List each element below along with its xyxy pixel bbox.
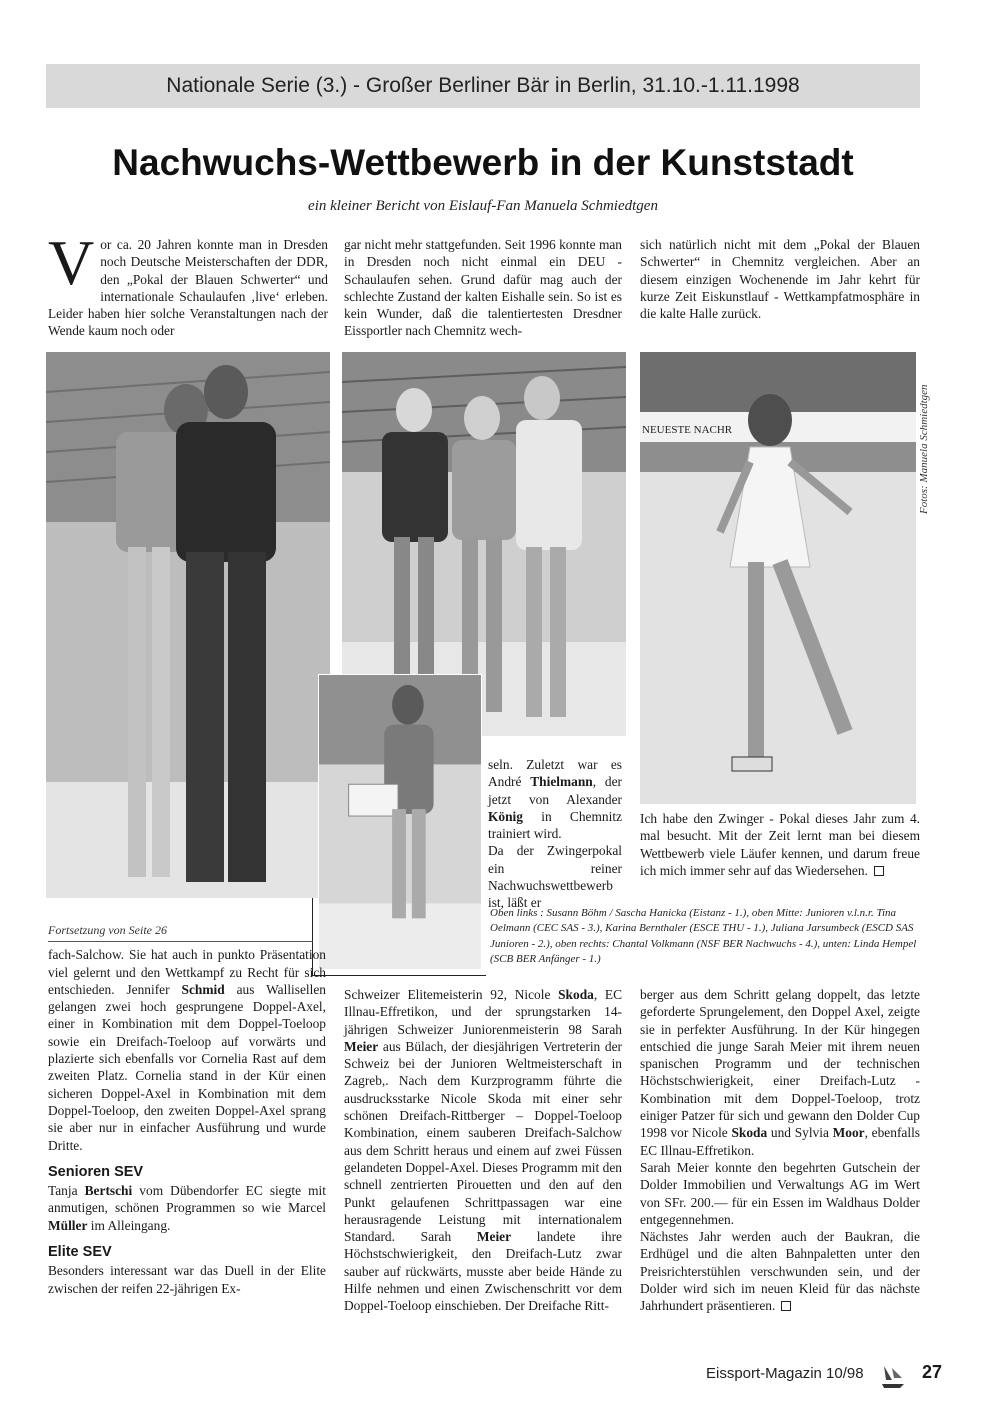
article-byline: ein kleiner Bericht von Eislauf-Fan Manuela Schmiedtgen [308, 198, 658, 214]
photo-credit: Fotos: Manuela Schmiedtgen [918, 384, 930, 514]
article-headline: Nachwuchs-Wettbewerb in der Kunststadt [112, 142, 854, 183]
gutschein-paragraph: Sarah Meier konnte den begehrten Gutschein der Dolder Immobilien und Verwaltungs AG im Wert von SFr. 200.— für ein Essen im Waldhaus Dolder entgegennehmen. [640, 1159, 920, 1227]
mid-column-text [488, 756, 622, 912]
elite-paragraph: Besonders interessant war das Duell in der Elite zwischen der reifen 22-jährigen Ex- [48, 1263, 326, 1296]
intro-text-3: sich natürlich nicht mit dem „Pokal der Blauen Schwerter“ in Chemnitz vergleichen. Aber an diesem einzigen Wochenende im Jahr kehrt für kurze Zeit Eiskunstlauf - Wettkampfatmosphäre in die kalte Halle zurück. [640, 237, 920, 322]
magazine-issue: Eissport-Magazin 10/98 [706, 1365, 864, 1382]
continuation-paragraph: fach-Salchow. Sie hat auch in punkto Präsentation viel gelernt und den Wettkampf zu Recht für sich entschieden. Jennifer Schmid aus Wallisellen gelangen zwei hoch gesprungene Doppel-Axel, einer in Kombination mit dem Doppel-Toeloop sowie ein Dreifach-Toeloop auf vorwärts und plazierte sich ebenfalls vor Cornelia Rast auf dem zweiten Platz. Cornelia stand in der Kür einen sicheren Doppel-Axel in Kombination mit dem Doppel-Toeloop, den zweiten Doppel-Axel sprang sie aber nur in einfacher Ausführung und wurde Dritte. [48, 947, 326, 1153]
photo-young-girl [318, 674, 482, 970]
intro-text-1: or ca. 20 Jahren konnte man in Dresden noch Deutsche Meisterschaften der DDR, den „Pokal der Blauen Schwerter“ und internationale Schaulaufen ‚live‘ erleben. Leider haben hier solche Veranstaltungen nach der Wende kaum noch oder [48, 237, 328, 339]
arena-sign: NEUESTE NACHR [642, 424, 733, 436]
page-number: 27 [922, 1362, 943, 1382]
section-heading-senioren: Senioren SEV [48, 1163, 144, 1180]
mid-paragraph-2: Da der Zwingerpokal ein reiner Nachwuchswettbewerb ist, läßt er [488, 843, 622, 911]
end-mark-icon [874, 866, 884, 876]
right-paragraph: Ich habe den Zwinger - Pokal dieses Jahr zum 4. mal besucht. Mit der Zeit lernt man bei diesem Wettbewerb viele Läufer kennen, und darum freue ich mich immer sehr auf das Wiedersehen. [640, 811, 920, 878]
photo-solo-skater [640, 352, 916, 804]
skater-logo-icon [880, 1362, 906, 1390]
intro-text-2: gar nicht mehr stattgefunden. Seit 1996 konnte man in Dresden noch nicht einmal ein DEU - Schaulaufen sehen. Grund dafür mag auch der schlechte Zustand der kalten Eishalle sein. So ist es kein Wunder, daß die talentiertesten Dresdner Eissportler nach Chemnitz wech- [344, 237, 622, 339]
senioren-paragraph: Tanja Bertschi vom Dübendorfer EC siegte mit anmutigen, schönen Programmen so wie Marcel Müller im Alleingang. [48, 1183, 326, 1233]
right-column-text [640, 810, 920, 879]
caption-frame-bottom [312, 975, 486, 976]
body-column-3 [640, 986, 920, 1315]
end-mark-icon [781, 1301, 791, 1311]
body-column-2 [344, 986, 622, 1315]
ausblick-paragraph: Nächstes Jahr werden auch der Baukran, die Erdhügel und die alten Bahnpaletten unter den Preisrichterstühlen verschwunden sein, und der Dolder wird sich im neuen Kleid für das nächste Jahrhundert präsentieren. [640, 1229, 920, 1314]
continuation-column [48, 922, 326, 1297]
intro-column-3 [640, 236, 920, 322]
elite-duel-paragraph: Schweizer Elitemeisterin 92, Nicole Skoda, EC Illnau-Effretikon, und der sprungstarken 14-jährigen Schweizer Juniorenmeisterin 98 Sarah Meier aus Bülach, der diesjährigen Vertreterin der Schweiz bei der Junioren Weltmeisterschaft in Zagreb,. Nach dem Kurzprogramm führte die ausdrucksstarke Nicole Skoda mit einer sehr schönen Dreifach-Rittberger – Doppel-Toeloop Kombination, einem sauberen Dreifach-Salchow aus dem Schritt heraus und einem auf zwei Füssen gelandeten Doppel-Axel. Dieses Programm mit den schnell zentrierten Pirouetten und den auf den Punkt gelaufenen Schrittpassagen war eine herausragende Leistung mit internationalem Standard. Sarah Meier landete ihre Höchstschwierigkeit, den Dreifach-Lutz zwar sauber auf rückwärts, musste aber beide Hände zu Hilfe nehmen und einen Zwischenschritt vor dem Doppel-Toeloop einschieben. Der Dreifache Ritt- [344, 987, 623, 1314]
drop-cap: V [48, 227, 95, 298]
intro-column-1 [48, 227, 328, 340]
continuation-note: Fortsetzung von Seite 26 [48, 922, 313, 942]
photo-caption: Oben links : Susann Böhm / Sascha Hanicka (Eistanz - 1.), oben Mitte: Junioren v.l.n.r. Tina Oelmann (CEC SAS - 3.), Karina Bernthaler (ESCE THU - 1.), Juliana Jarsumbeck (ESCD SAS Junioren - 2.), oben rechts: Chantal Volkmann (NSF BER Nachwuchs - 4.), unten: Linda Hempel (SCB BER Anfänger - 1.) [490, 907, 917, 966]
kuer-paragraph: berger aus dem Schritt gelang doppelt, das letzte geforderte Sprungelement, den Doppel Axel, zeigte sie in perfekter Ausführung. In der Kür hingegen entschied die junge Sarah Meier mit ihrem neuen spanischen Programm und der technischen Höchstschwierigkeit, einer Dreifach-Lutz - Kombination mit dem Doppel-Toeloop, trotz einiger Patzer für sich und gewann den Dolder Cup 1998 vor Nicole Skoda und Sylvia Moor, ebenfalls EC Illnau-Effretikon. [640, 987, 920, 1158]
photo-ice-dance-pair [46, 352, 330, 898]
section-heading-elite: Elite SEV [48, 1244, 112, 1261]
series-banner: Nationale Serie (3.) - Großer Berliner Bär in Berlin, 31.10.-1.11.1998 [46, 64, 920, 108]
mid-paragraph-1: seln. Zuletzt war es André Thielmann, der jetzt von Alexander König in Chemnitz trainiert wird. [488, 757, 622, 842]
intro-column-2 [344, 236, 622, 340]
